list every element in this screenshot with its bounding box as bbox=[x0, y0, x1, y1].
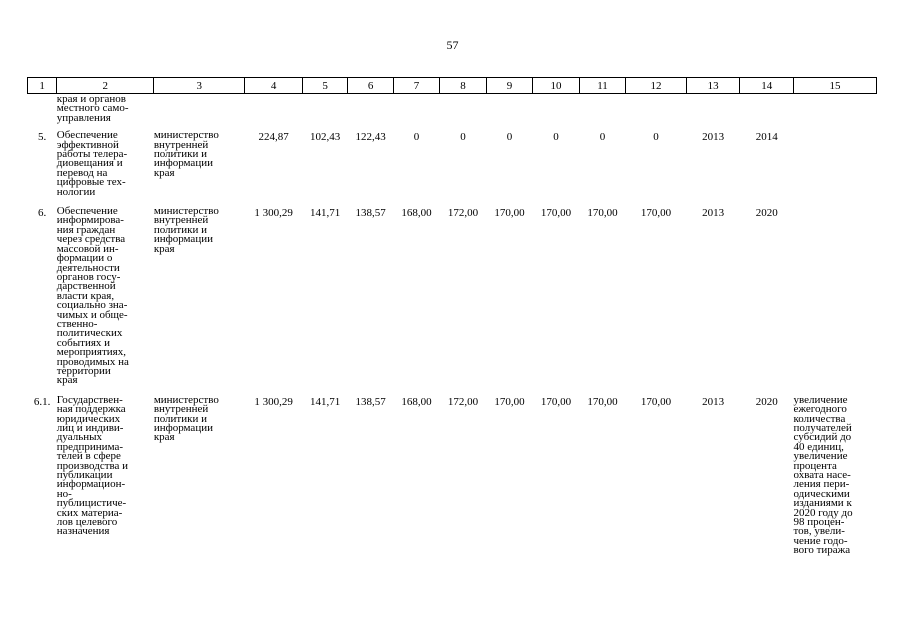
executor-line: политики и bbox=[153, 223, 207, 236]
expected-result-line: процента bbox=[793, 459, 837, 472]
column-header-6: 6 bbox=[348, 78, 393, 94]
row-number: 6.1. bbox=[33, 395, 51, 408]
executor-line: информации bbox=[153, 157, 213, 170]
cell-empty bbox=[626, 94, 687, 132]
column-header-9: 9 bbox=[486, 78, 532, 94]
expected-result-line: увеличение bbox=[793, 450, 848, 463]
column-header-7: 7 bbox=[393, 78, 439, 94]
measure-name-line: Государствен- bbox=[56, 393, 123, 406]
expected-result bbox=[793, 393, 877, 566]
column-header-8: 8 bbox=[440, 78, 486, 94]
header-row bbox=[28, 78, 877, 94]
cell-empty bbox=[154, 94, 245, 132]
cell-empty bbox=[686, 94, 740, 132]
cell-col-10: 170,00 bbox=[540, 207, 572, 220]
cell-empty bbox=[794, 94, 877, 132]
cell-empty bbox=[348, 94, 393, 132]
expected-result-line: увеличение bbox=[793, 393, 848, 406]
measure-name-line: публикации bbox=[56, 469, 113, 482]
expected-result-line: чение годо- bbox=[793, 534, 848, 547]
measure-name-line: социально зна- bbox=[56, 299, 128, 312]
cell-col-4: 1 300,29 bbox=[254, 395, 293, 408]
measure-name-line: чимых и обще- bbox=[56, 308, 128, 321]
measure-name-line: проводимых на bbox=[56, 355, 129, 368]
cell-col-11: 170,00 bbox=[587, 395, 618, 408]
table-body bbox=[28, 94, 877, 566]
measure-name bbox=[56, 393, 154, 566]
measure-name-line: власти края, bbox=[56, 289, 115, 302]
measure-name-line: политических bbox=[56, 327, 123, 340]
measure-name-line: ственно- bbox=[56, 317, 98, 330]
expected-result-line: 98 процен- bbox=[793, 516, 845, 529]
measure-name-line: событиях и bbox=[56, 336, 111, 349]
cell-col-4: 1 300,29 bbox=[254, 207, 293, 220]
expected-result bbox=[794, 207, 877, 396]
column-header-14: 14 bbox=[740, 78, 794, 94]
executor-line: информации bbox=[153, 422, 213, 434]
measure-name-line: местного само- bbox=[56, 102, 129, 115]
cell-col-10: 170,00 bbox=[540, 395, 572, 408]
cell-empty bbox=[486, 94, 532, 132]
executor-line: политики и bbox=[153, 148, 207, 161]
measure-name-line: лов целевого bbox=[56, 516, 118, 529]
measure-name-line: мероприятиях, bbox=[56, 346, 126, 359]
expected-result bbox=[794, 131, 877, 207]
expected-result-line: ежегодного bbox=[793, 403, 847, 416]
measure-name-line: управления bbox=[56, 111, 111, 124]
expected-result-line: 40 единиц, bbox=[793, 440, 844, 453]
measure-name-line: производства и bbox=[56, 459, 129, 472]
cell-col-9: 170,00 bbox=[494, 207, 525, 220]
measure-name-line: массовой ин- bbox=[56, 242, 119, 255]
executor-line: внутренней bbox=[153, 138, 209, 151]
cell-col-7: 0 bbox=[413, 131, 420, 144]
measure-name-line: цифровые тех- bbox=[56, 176, 126, 189]
cell-col-13: 2013 bbox=[702, 131, 725, 144]
executor-line: края bbox=[153, 431, 175, 444]
cell-empty bbox=[245, 94, 303, 132]
measure-name-line: перевод на bbox=[56, 166, 108, 179]
cell-col-6: 138,57 bbox=[355, 207, 386, 220]
measure-name-line: через средства bbox=[56, 233, 126, 246]
column-header-12: 12 bbox=[626, 78, 687, 94]
measure-name-line: края и органов bbox=[56, 93, 126, 105]
measure-name-line: назначения bbox=[56, 525, 110, 538]
cell-empty bbox=[440, 94, 486, 132]
expected-result-line: изданиями к bbox=[793, 497, 852, 510]
executor-line: информации bbox=[153, 233, 213, 246]
measure-name-line: ских материа- bbox=[56, 506, 123, 519]
measure-name-line: лиц и индиви- bbox=[56, 422, 124, 434]
column-header-3: 3 bbox=[154, 78, 245, 94]
measure-name-line: публицистиче- bbox=[56, 497, 127, 510]
executor-line: политики и bbox=[153, 412, 207, 425]
executor bbox=[153, 393, 245, 566]
executor-line: края bbox=[153, 166, 175, 179]
table-row bbox=[28, 207, 877, 396]
measure-name-line: ная поддержка bbox=[56, 403, 126, 416]
table-row bbox=[28, 131, 877, 207]
measure-name-line: работы телера- bbox=[56, 148, 128, 161]
cell-col-6: 138,57 bbox=[355, 395, 386, 408]
cell-col-11: 0 bbox=[599, 131, 606, 144]
cell-empty bbox=[579, 94, 625, 132]
cell-col-13: 2013 bbox=[702, 207, 725, 220]
executor-line: внутренней bbox=[153, 214, 209, 227]
cell-col-5: 141,71 bbox=[309, 207, 341, 220]
cell-col-5: 102,43 bbox=[309, 131, 341, 144]
executor-line: министерство bbox=[153, 393, 219, 406]
cell-empty bbox=[533, 94, 579, 132]
cell-empty bbox=[740, 94, 794, 132]
executor-line: внутренней bbox=[153, 403, 209, 416]
measure-name-line: органов госу- bbox=[56, 270, 121, 283]
measure-name-line: нологии bbox=[56, 185, 96, 198]
measure-name-line: информацион- bbox=[56, 478, 126, 491]
cell-col-12: 170,00 bbox=[640, 207, 672, 220]
page-number: 57 bbox=[446, 38, 459, 52]
column-header-1: 1 bbox=[28, 78, 57, 94]
measure-name-line: информирова- bbox=[56, 214, 124, 227]
measure-name-line: юридических bbox=[56, 412, 121, 425]
measure-name-line: диовещания и bbox=[56, 157, 123, 170]
executor bbox=[154, 131, 245, 207]
column-header-10: 10 bbox=[533, 78, 579, 94]
cell-col-9: 170,00 bbox=[494, 395, 525, 408]
measure-name-line: дарственной bbox=[56, 280, 116, 293]
cell-col-4: 224,87 bbox=[258, 131, 289, 144]
cell-empty bbox=[302, 94, 347, 132]
expected-result-line: одическими bbox=[793, 487, 850, 500]
cell-col-14: 2014 bbox=[755, 131, 778, 144]
cell-col-12: 170,00 bbox=[640, 395, 672, 408]
measure-name-line: края bbox=[56, 374, 78, 387]
cell-col-8: 0 bbox=[460, 131, 466, 144]
measure-name-line: телей в сфере bbox=[56, 450, 121, 463]
cell-col-12: 0 bbox=[653, 131, 659, 144]
measure-name-line: Обеспечение bbox=[56, 205, 118, 218]
column-header-4: 4 bbox=[245, 78, 303, 94]
cell-col-7: 168,00 bbox=[401, 207, 432, 220]
measure-name bbox=[57, 94, 154, 132]
expected-result-line: охвата насе- bbox=[793, 469, 851, 482]
measure-name bbox=[57, 207, 154, 396]
cell-col-14: 2020 bbox=[755, 395, 778, 408]
measure-name-line: деятельности bbox=[56, 261, 120, 274]
measure-name-line: дуальных bbox=[56, 431, 103, 444]
column-header-11: 11 bbox=[579, 78, 625, 94]
cell-col-14: 2020 bbox=[755, 207, 778, 220]
measure-name-line: ния граждан bbox=[56, 223, 116, 236]
expected-result-line: количества bbox=[793, 412, 846, 425]
measure-name-line: Обеспечение bbox=[56, 129, 118, 142]
row-number bbox=[28, 94, 57, 132]
cell-col-8: 172,00 bbox=[447, 207, 479, 220]
expected-result-line: ления пери- bbox=[793, 478, 850, 491]
measure-name-line: территории bbox=[56, 364, 111, 377]
cell-col-6: 122,43 bbox=[355, 131, 386, 144]
measure-name-line: эффективной bbox=[56, 138, 119, 151]
cell-col-13: 2013 bbox=[702, 395, 725, 408]
column-header-5: 5 bbox=[302, 78, 347, 94]
executor-line: края bbox=[153, 242, 175, 255]
cell-col-9: 0 bbox=[506, 131, 513, 144]
measure-name-line: формации о bbox=[56, 252, 113, 265]
row-number: 5. bbox=[38, 131, 47, 144]
column-header-15: 15 bbox=[794, 78, 877, 94]
executor bbox=[154, 207, 245, 396]
expected-result-line: вого тиража bbox=[793, 544, 851, 557]
cell-col-7: 168,00 bbox=[401, 395, 432, 408]
cell-col-8: 172,00 bbox=[447, 395, 479, 408]
measure-name-line: но- bbox=[56, 487, 72, 500]
measure-name-line: предпринима- bbox=[56, 440, 123, 453]
continuation-row bbox=[28, 94, 877, 132]
cell-col-10: 0 bbox=[553, 131, 559, 144]
executor-line: министерство bbox=[153, 129, 219, 142]
measure-name bbox=[57, 131, 154, 207]
program-table bbox=[27, 77, 877, 566]
cell-col-11: 170,00 bbox=[587, 207, 618, 220]
column-header-13: 13 bbox=[686, 78, 740, 94]
cell-empty bbox=[393, 94, 439, 132]
row-number: 6. bbox=[38, 207, 47, 220]
cell-col-5: 141,71 bbox=[309, 395, 341, 408]
column-header-2: 2 bbox=[57, 78, 154, 94]
expected-result-line: тов, увели- bbox=[793, 525, 845, 538]
executor-line: министерство bbox=[153, 205, 219, 218]
expected-result-line: получателей bbox=[793, 422, 852, 434]
table-row bbox=[28, 396, 877, 566]
expected-result-line: 2020 году до bbox=[793, 506, 853, 519]
expected-result-line: субсидий до bbox=[793, 431, 852, 444]
